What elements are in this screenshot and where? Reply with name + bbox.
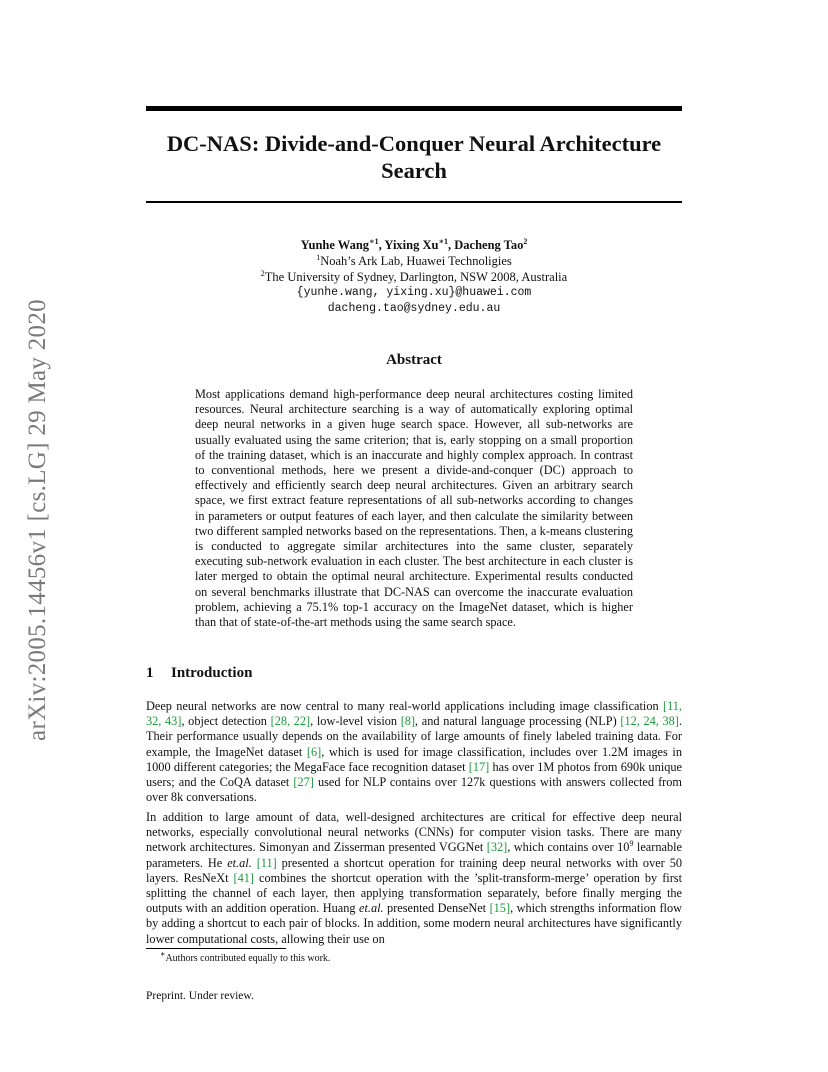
author-1: Yunhe Wang	[300, 238, 370, 252]
intro-paragraph-1	[146, 699, 682, 805]
text-run: presented a shortcut operation for training deep neural networks with over 50 layers. ResNeXt	[146, 855, 682, 885]
citation-link[interactable]: [8]	[400, 714, 416, 729]
affiliation-1-mark: 1	[316, 252, 321, 262]
affiliation-1-text: Noah’s Ark Lab, Huawei Technoligies	[320, 254, 512, 268]
section-title: Introduction	[171, 665, 253, 681]
footnote	[160, 949, 331, 965]
text-run: In addition to large amount of data, well-designed architectures are critical for effective deep neural networks, especially convolutional neural networks (CNNs) for computer vision tasks. There are many network architectures. Simonyan and Zisserman presented VGGNet	[146, 810, 682, 855]
affiliation-2-mark: 2	[260, 268, 265, 278]
author-names: Yunhe Wang$^{∗1}$, Yixing $Xu^{∗1}$, Dacheng Tao$^2$	[300, 236, 528, 252]
author-block	[146, 237, 682, 317]
paper-title: DC-NAS: Divide-and-Conquer Neural Architecture Search	[166, 131, 662, 183]
abstract-text: Most applications demand high-performance deep neural architectures costing limited resources. Neural architecture searching is a way of automatically exploring optimal deep neural networks in a given huge search space. However, all sub-networks are usually evaluated using the same criterion; that is, early stopping on a small proportion of the training dataset, which is an inaccurate and highly complex approach. In contrast to conventional methods, here we present a divide-and-conquer (DC) approach to effectively and efficiently search deep neural architectures. Given an arbitrary search space, we first extract feature representations of all sub-networks according to changes in parameters or output features of each layer, and then calculate the similarity between two different sampled networks based on the representations. Then, a k-means clustering is conducted to aggregate similar architectures into the same cluster, separately executing sub-network evaluation in each cluster. The best architecture in each cluster is later merged to obtain the optimal neural architecture. Experimental results conducted on several benchmarks illustrate that DC-NAS can overcome the inaccurate evaluation problem, achieving a 75.1% top-1 accuracy on the ImageNet dataset, which is higher than that of state-of-the-art methods using the same search space.	[195, 387, 633, 630]
et-al: et.al.	[359, 901, 384, 916]
citation-link[interactable]: [32]	[486, 840, 508, 855]
text-run: . Their performance usually depends on the availability of large amounts of finely labeled training data. For example, the ImageNet dataset	[146, 714, 683, 759]
author-3-mark: 2	[523, 236, 528, 246]
text-run: learnable parameters. He	[146, 840, 682, 870]
text-run: combines the shortcut operation with the ’split-transform-merge’ operation by first splitting the channel of each layer, then applying transformation separately, before finally merging the outputs with an addition operation. Huang	[146, 870, 682, 916]
citation-link[interactable]: [41]	[233, 870, 255, 885]
title-bottom-rule	[146, 201, 682, 203]
text-run: , object detection	[181, 714, 271, 729]
citation-link[interactable]: [27]	[293, 775, 314, 790]
text-run: Deep neural networks are now central to many real-world applications including image classification	[146, 699, 663, 713]
section-heading	[146, 665, 252, 682]
preprint-note: Preprint. Under review.	[146, 990, 254, 1002]
author-3: Dacheng Tao	[454, 238, 524, 252]
section-number: 1	[146, 665, 154, 681]
text-run: has over 1M photos from 690k unique users; and the CoQA dataset	[146, 759, 682, 790]
footnote-rule	[146, 948, 286, 949]
exponent: 9	[629, 839, 634, 849]
author-2: Yixing Xu	[384, 238, 439, 252]
intro-paragraph-2	[146, 810, 682, 947]
text-run: presented DenseNet	[383, 901, 490, 916]
citation-link[interactable]: [11, 32, 43]	[146, 699, 682, 729]
text-run: , which contains over 10	[507, 840, 630, 855]
affiliation-1	[146, 253, 682, 269]
author-2-mark: ∗1	[438, 236, 448, 246]
text-run: , and natural language processing (NLP)	[415, 714, 621, 729]
title-top-rule	[146, 106, 682, 111]
citation-link[interactable]: [12, 24, 38]	[620, 714, 679, 729]
footnote-text: Authors contributed equally to this work.	[165, 953, 331, 964]
author-1-mark: ∗1	[369, 236, 379, 246]
citation-link[interactable]: [6]	[306, 744, 322, 759]
footnote-mark: ∗	[160, 949, 166, 959]
citation-link[interactable]: [17]	[468, 759, 490, 774]
citation-link[interactable]: [15]	[489, 901, 511, 916]
text-run: used for NLP contains over 127k questions with answers collected from over 8k conversations.	[146, 775, 682, 805]
email-1: {yunhe.wang, yixing.xu}@huawei.com	[296, 286, 532, 299]
et-al: et.al.	[227, 855, 252, 870]
text-run: , low-level vision	[310, 714, 401, 729]
arxiv-stamp: arXiv:2005.14456v1 [cs.LG] 29 May 2020	[24, 299, 51, 741]
email-2: dacheng.tao@sydney.edu.au	[327, 302, 501, 315]
citation-link[interactable]: [28, 22]	[270, 714, 311, 729]
affiliation-2-text: The University of Sydney, Darlington, NSW 2008, Australia	[264, 270, 568, 284]
abstract-heading: Abstract	[386, 352, 442, 368]
text-run: , which is used for image classification, includes over 1.2M images in 1000 different categories; the MegaFace face recognition dataset	[146, 744, 682, 774]
text-run: , which strengths information flow by adding a shortcut to each pair of blocks. In addition, some modern neural architectures have significantly lower computational costs, allowing their use on	[146, 901, 682, 946]
affiliation-2	[146, 269, 682, 285]
citation-link[interactable]: [11]	[256, 855, 277, 870]
